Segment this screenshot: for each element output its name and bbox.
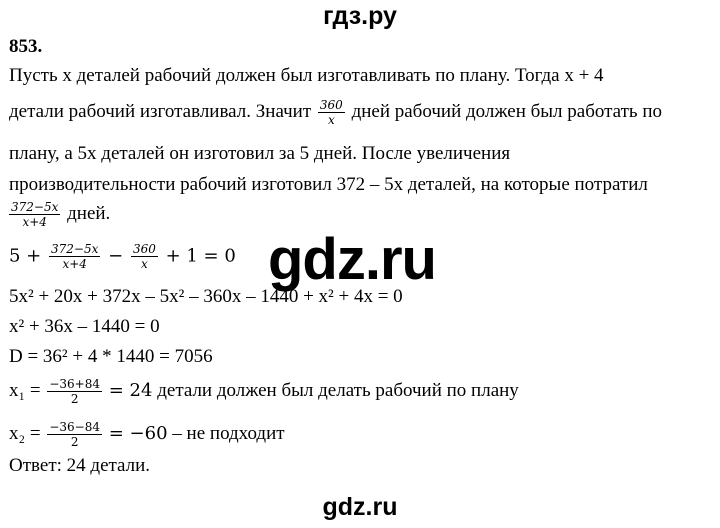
root-x2-text: – не подходит (172, 422, 285, 444)
step-3: D = 36² + 4 * 1440 = 7056 (9, 346, 213, 367)
text-line-1: Пусть x деталей рабочий должен был изготавливать по плану. Тогда x + 4 (9, 65, 604, 86)
equation-part-a: 5 + (9, 245, 42, 267)
root-x2-label: x₂ = (9, 422, 41, 444)
problem-number: 853. (9, 36, 43, 57)
fraction-372-5x-over-x4 (9, 200, 60, 229)
root-x2-fraction (47, 420, 102, 449)
fraction-denominator: x+4 (62, 257, 87, 271)
text-line-2-end: дней рабочий должен был работать по (351, 100, 663, 122)
text-line-4: производительности рабочий изготовил 372 – 5x деталей, на которые потратил (9, 174, 648, 195)
fraction-denominator: x (327, 113, 335, 127)
fraction-360-over-x (318, 98, 345, 127)
text-line-2 (9, 98, 662, 127)
root-x2 (9, 420, 285, 449)
equation-fraction-a (49, 242, 100, 271)
watermark-logo: gdz.ru (268, 227, 436, 292)
fraction-numerator: −36+84 (49, 377, 100, 391)
text-line-5 (9, 200, 110, 229)
equation-main (9, 242, 236, 271)
text-line-2-start: детали рабочий изготавливал. Значит (9, 100, 312, 122)
fraction-denominator: 2 (70, 435, 79, 449)
fraction-denominator: 2 (70, 392, 79, 406)
equation-fraction-b (131, 242, 158, 271)
fraction-numerator: 372−5x (11, 200, 59, 214)
step-1: 5x² + 20x + 372x – 5x² – 360x – 1440 + x² + 4x = 0 (9, 286, 403, 307)
step-2: x² + 36x – 1440 = 0 (9, 316, 160, 337)
fraction-denominator: x (141, 257, 148, 271)
answer-line: Ответ: 24 детали. (9, 455, 151, 476)
fraction-denominator: x+4 (22, 215, 47, 229)
root-x1 (9, 377, 519, 406)
text-line-3: плану, а 5x деталей он изготовил за 5 дней. После увеличения (9, 143, 511, 164)
site-header-logo[interactable]: гдз.ру (323, 2, 397, 30)
equation-part-b: − (108, 245, 124, 267)
text-line-5-end: дней. (67, 202, 111, 224)
root-x2-value: = −60 (108, 422, 168, 444)
equation-part-c: + 1 = 0 (165, 245, 236, 267)
fraction-numerator: −36−84 (49, 420, 100, 434)
site-footer-logo[interactable]: gdz.ru (322, 493, 398, 521)
root-x1-text: детали должен был делать рабочий по плану (157, 379, 519, 401)
fraction-numerator: 372−5x (51, 242, 99, 256)
fraction-numerator: 360 (319, 98, 343, 112)
fraction-numerator: 360 (132, 242, 156, 256)
root-x1-value: = 24 (108, 379, 153, 401)
root-x1-label: x₁ = (9, 379, 41, 401)
root-x1-fraction (47, 377, 102, 406)
